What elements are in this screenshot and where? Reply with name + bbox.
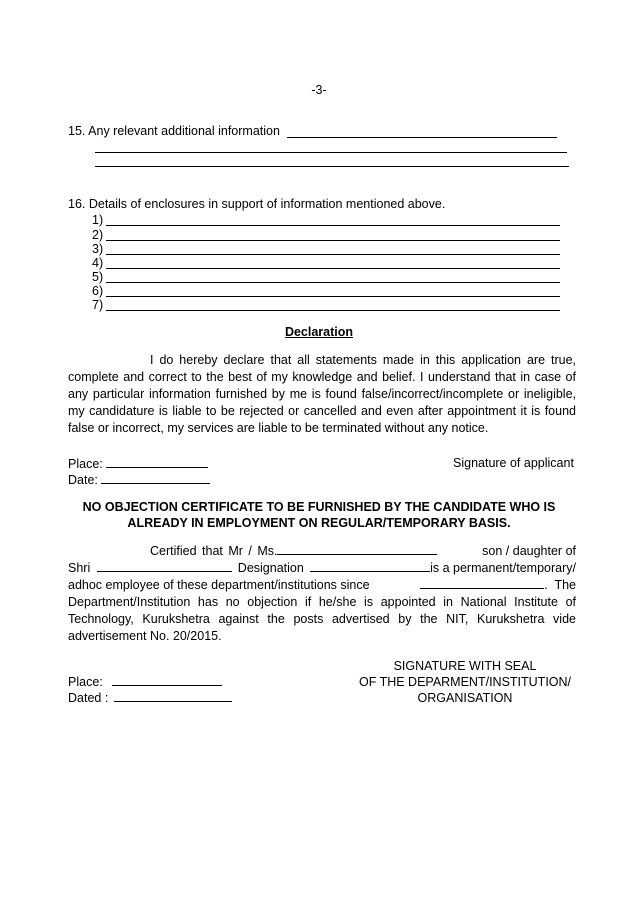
enclosure-number: 5) — [92, 270, 104, 284]
noc-line-4: Department/Institution has no objection if he/she is appointed in National Institute of — [68, 595, 576, 609]
enclosure-number: 3) — [92, 242, 104, 256]
noc-line-5: Technology, Kurukshetra against the posts advertised by the NIT, Kurukshetra vide — [68, 612, 576, 626]
father-name-field[interactable] — [97, 560, 232, 572]
noc-dated-field[interactable] — [114, 690, 232, 702]
place-field[interactable] — [106, 456, 208, 468]
noc-line-6: advertisement No. 20/2015. — [68, 629, 222, 643]
noc-line-2: Shri Designation is a permanent/temporary/ — [68, 561, 576, 575]
enclosure-number: 4) — [92, 256, 104, 270]
enclosure-number: 6) — [92, 284, 104, 298]
enclosure-number: 1) — [92, 213, 104, 227]
page-number: -3- — [311, 83, 327, 97]
designation-field[interactable] — [310, 560, 430, 572]
noc-text — [68, 543, 576, 645]
enclosure-line[interactable] — [106, 296, 560, 297]
enclosure-item — [92, 284, 562, 298]
enclosure-list — [92, 213, 562, 312]
item15-answer-line-1[interactable] — [287, 137, 557, 138]
enclosure-line[interactable] — [106, 225, 560, 226]
declaration-place: Place: — [68, 456, 208, 471]
enclosure-item — [92, 256, 562, 270]
declaration-date: Date: — [68, 472, 210, 487]
enclosure-number: 2) — [92, 228, 104, 242]
signature-with-seal: SIGNATURE WITH SEAL OF THE DEPARMENT/INSTITUTION/ ORGANISATION — [358, 659, 572, 705]
enclosure-number: 7) — [92, 298, 104, 312]
item15-answer-line-2[interactable] — [95, 152, 567, 153]
enclosure-item — [92, 242, 562, 256]
enclosure-line[interactable] — [106, 240, 560, 241]
enclosure-item — [92, 298, 562, 312]
enclosure-line[interactable] — [106, 310, 560, 311]
noc-place: Place: — [68, 674, 222, 689]
enclosure-line[interactable] — [106, 268, 560, 269]
signature-of-applicant: Signature of applicant — [453, 456, 574, 470]
item15-label: 15. Any relevant additional information — [68, 124, 280, 138]
enclosure-item — [92, 213, 562, 228]
since-date-field[interactable] — [420, 577, 544, 589]
item16-label: 16. Details of enclosures in support of information mentioned above. — [68, 197, 446, 211]
noc-line-1: Certified that Mr / Ms. son / daughter of — [150, 544, 576, 558]
enclosure-item — [92, 228, 562, 242]
enclosure-line[interactable] — [106, 282, 560, 283]
declaration-text: I do hereby declare that all statements made in this application are true, complete and correct to the best of my knowledge and belief. I understand that in case of any particular information furnished by me is found false/incorrect/incomplete or ineligible, my candidature is liable to be rejected or cancelled and even after appointment it is found false or incorrect, my services are liable to be terminated without any notice. — [68, 353, 576, 435]
noc-heading: NO OBJECTION CERTIFICATE TO BE FURNISHED BY THE CANDIDATE WHO IS ALREADY IN EMPLOYMENT ON REGULAR/TEMPORARY BASIS. — [82, 500, 556, 530]
noc-line-3: adhoc employee of these department/institutions since . The — [68, 578, 576, 592]
enclosure-line[interactable] — [106, 254, 560, 255]
noc-place-field[interactable] — [112, 674, 222, 686]
enclosure-item — [92, 270, 562, 284]
candidate-name-field[interactable] — [277, 543, 437, 555]
item15-answer-line-3[interactable] — [95, 166, 569, 167]
date-field[interactable] — [101, 472, 210, 484]
noc-dated: Dated : — [68, 690, 232, 705]
declaration-heading: Declaration — [284, 325, 354, 339]
